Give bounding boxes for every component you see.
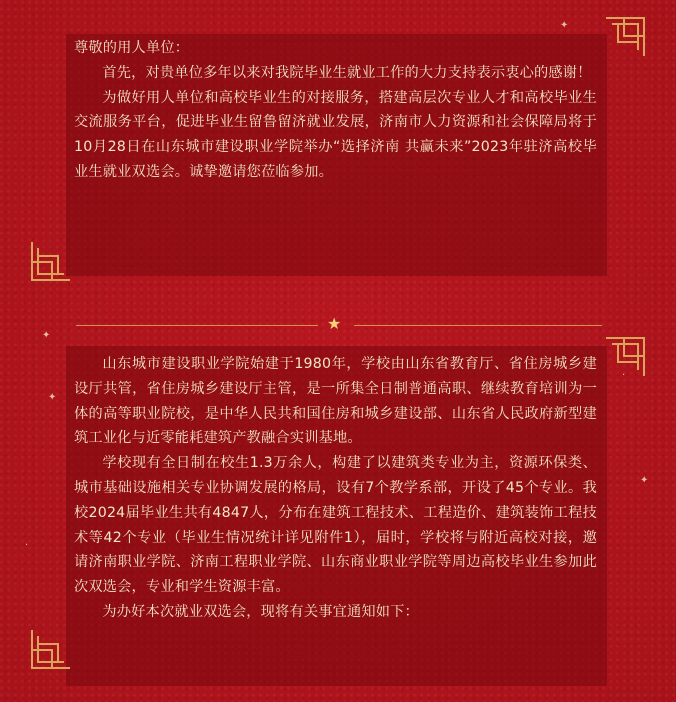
school-intro-panel [66,346,607,686]
sparkle-decoration: · [25,540,29,551]
star-icon: ★ [327,314,342,333]
sparkle-decoration: ✦ [42,330,51,341]
thanks-paragraph: 首先，对贵单位多年以来对我院毕业生就业工作的大力支持表示衷心的感谢！ [102,64,592,81]
invitation-panel [66,34,607,276]
sparkle-decoration: ✦ [48,392,57,403]
school-scale-paragraph: 学校现有全日制在校生1.3万余人，构建了以建筑类专业为主，资源环保类、城市基础设施相关专业协调发展的格局，设有7个教学系部，开设了45个专业。我校2024届毕业生共有4847人，分布在建筑工程技术、工程造价、建筑装饰工程技术等42个专业（毕业生情况统计详见附件1），届时，学校将与附近高校对接，邀请济南职业学院、济南工程职业学院、山东商业职业学院等周边高校毕业生参加此次双选会，专业和学生资源丰富。 [74,455,597,596]
corner-ornament-icon [28,240,72,284]
divider-line-right [354,325,602,326]
section-divider [0,316,676,336]
corner-ornament-icon [604,14,648,58]
sparkle-decoration: ✦ [560,20,569,31]
corner-ornament-icon [28,628,72,672]
notice-paragraph: 为办好本次就业双选会，现将有关事宜通知如下： [102,603,419,620]
salutation: 尊敬的用人单位： [74,40,190,56]
sparkle-decoration: ✦ [640,475,649,486]
corner-ornament-icon [604,334,648,378]
invitation-paragraph: 为做好用人单位和高校毕业生的对接服务，搭建高层次专业人才和高校毕业生交流服务平台，促进毕业生留鲁留济就业发展，济南市人力资源和社会保障局将于10月28日在山东城市建设职业学院举办“选择济南 共赢未来”2023年驻济高校毕业生就业双选会。诚挚邀请您莅临参加。 [74,89,597,180]
school-history-paragraph: 山东城市建设职业学院始建于1980年，学校由山东省教育厅、省住房城乡建设厅共管，省住房城乡建设厅主管，是一所集全日制普通高职、继续教育培训为一体的高等职业院校，是中华人民共和国住房和城乡建设部、山东省人民政府新型建筑工业化与近零能耗建筑产教融合实训基地。 [74,356,597,447]
divider-line-left [76,325,318,326]
sparkle-decoration: · [622,370,626,381]
